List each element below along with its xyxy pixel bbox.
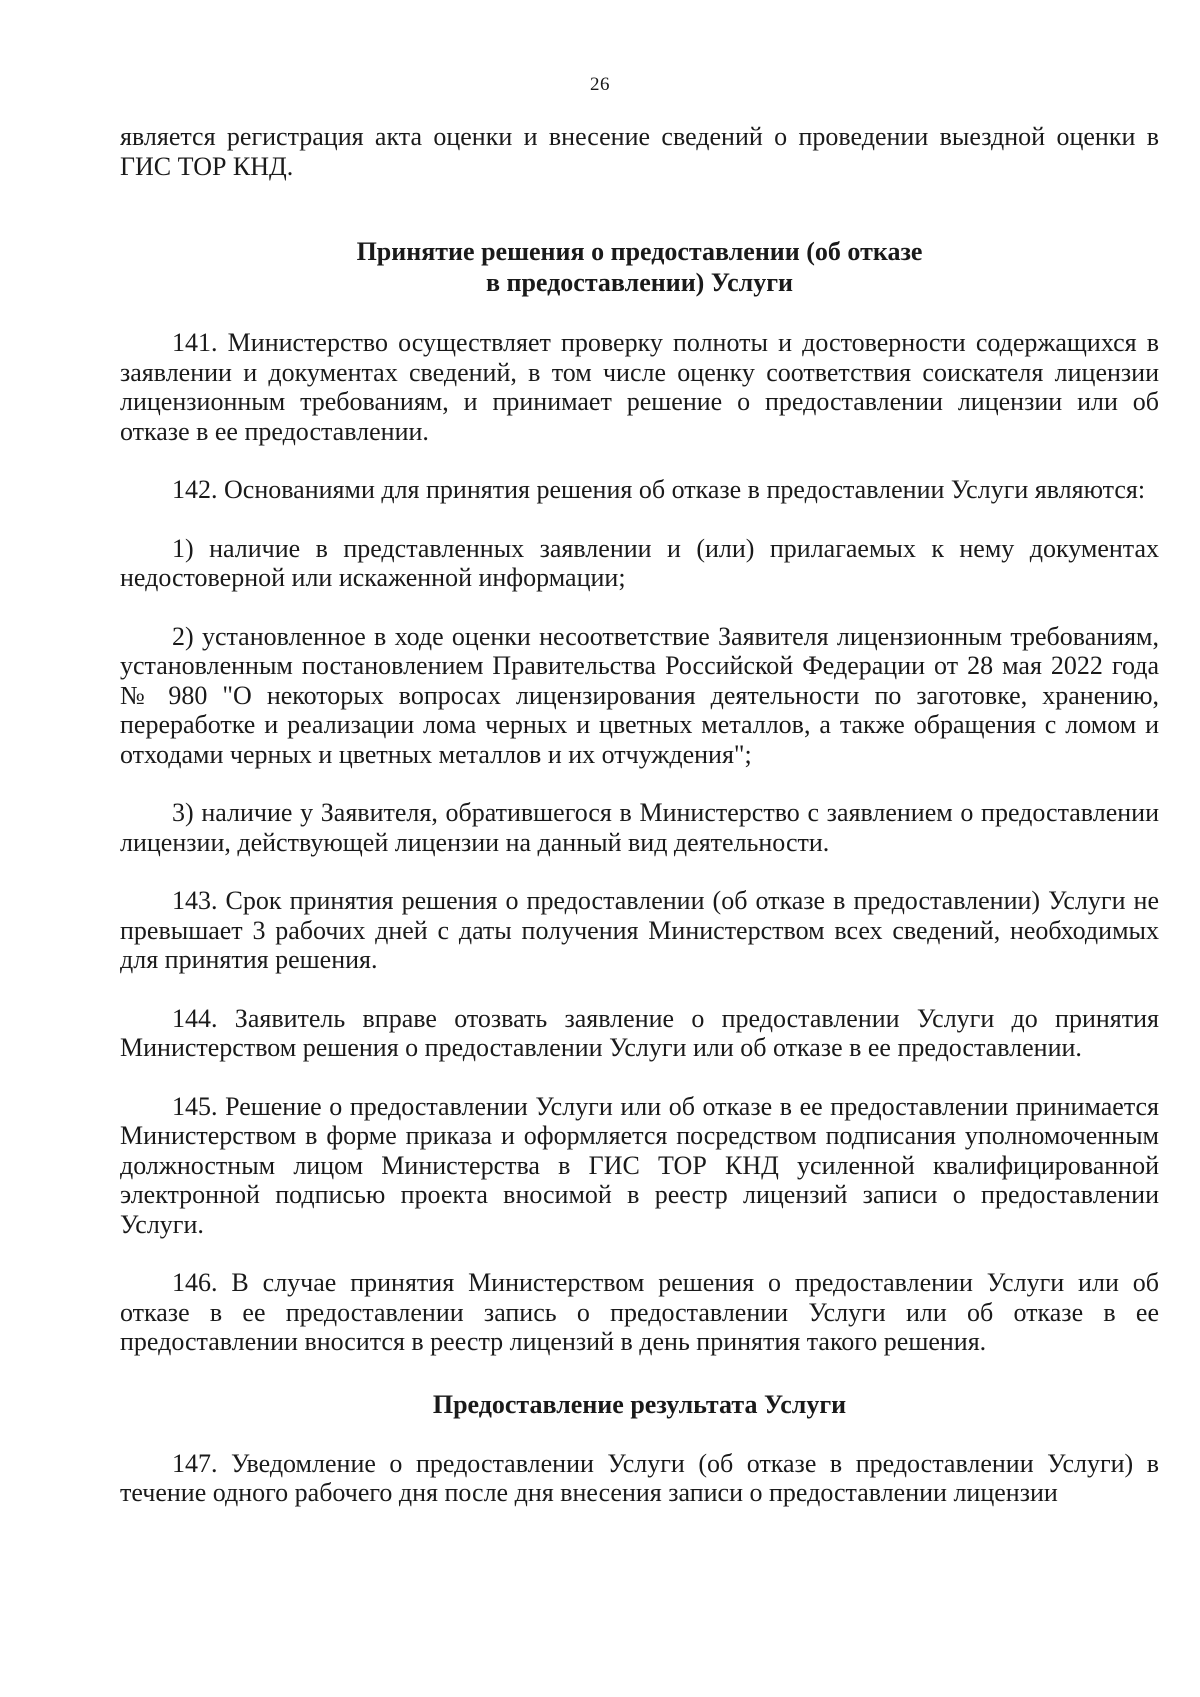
page-number: 26 [590, 74, 610, 95]
paragraph-145: 145. Решение о предоставлении Услуги или об отказе в ее предоставлении принимается Министерством в форме приказа и оформляется посредством подписания уполномоченным должностным лицом Министерства в ГИС ТОР КНД усиленной квалифицированной электронной подписью проекта вносимой в реестр лицензий записи о предоставлении Услуги. [120, 1091, 1159, 1239]
paragraph-147: 147. Уведомление о предоставлении Услуги (об отказе в предоставлении Услуги) в течение одного рабочего дня после дня внесения записи о предоставлении лицензии [120, 1448, 1159, 1507]
section-heading-decision [120, 236, 1159, 298]
paragraph-142-item-3: 3) наличие у Заявителя, обратившегося в Министерство с заявлением о предоставлении лицензии, действующей лицензии на данный вид деятельности. [120, 798, 1159, 857]
paragraph-146: 146. В случае принятия Министерством решения о предоставлении Услуги или об отказе в ее предоставлении запись о предоставлении Услуги или об отказе в ее предоставлении вносится в реестр лицензий в день принятия такого решения. [120, 1268, 1159, 1356]
document-body [120, 122, 1159, 1508]
paragraph-142-item-2: 2) установленное в ходе оценки несоответствие Заявителя лицензионным требованиям, установленным постановлением Правительства Российской Федерации от 28 мая 2022 года № 980 "О некоторых вопросах лицензирования деятельности по заготовке, хранению, переработке и реализации лома черных и цветных металлов, а также обращения с ломом и отходами черных и цветных металлов и их отчуждения"; [120, 621, 1159, 769]
heading-line-2: в предоставлении) Услуги [485, 268, 794, 297]
paragraph-144: 144. Заявитель вправе отозвать заявление о предоставлении Услуги до принятия Министерством решения о предоставлении Услуги или об отказе в ее предоставлении. [120, 1003, 1159, 1062]
paragraph-141: 141. Министерство осуществляет проверку полноты и достоверности содержащихся в заявлении и документах сведений, в том числе оценку соответствия соискателя лицензии лицензионным требованиям, и принимает решение о предоставлении лицензии или об отказе в ее предоставлении. [120, 328, 1159, 446]
paragraph-142-item-1: 1) наличие в представленных заявлении и (или) прилагаемых к нему документах недостоверной или искаженной информации; [120, 533, 1159, 592]
section-heading-result: Предоставление результата Услуги [432, 1389, 847, 1419]
paragraph-142: 142. Основаниями для принятия решения об отказе в предоставлении Услуги являются: [172, 475, 1146, 504]
paragraph-143: 143. Срок принятия решения о предоставлении (об отказе в предоставлении) Услуги не превышает 3 рабочих дней с даты получения Министерством всех сведений, необходимых для принятия решения. [120, 886, 1159, 974]
heading-line-1: Принятие решения о предоставлении (об отказе [356, 237, 923, 266]
continuation-paragraph: является регистрация акта оценки и внесение сведений о проведении выездной оценки в ГИС ТОР КНД. [120, 122, 1159, 181]
